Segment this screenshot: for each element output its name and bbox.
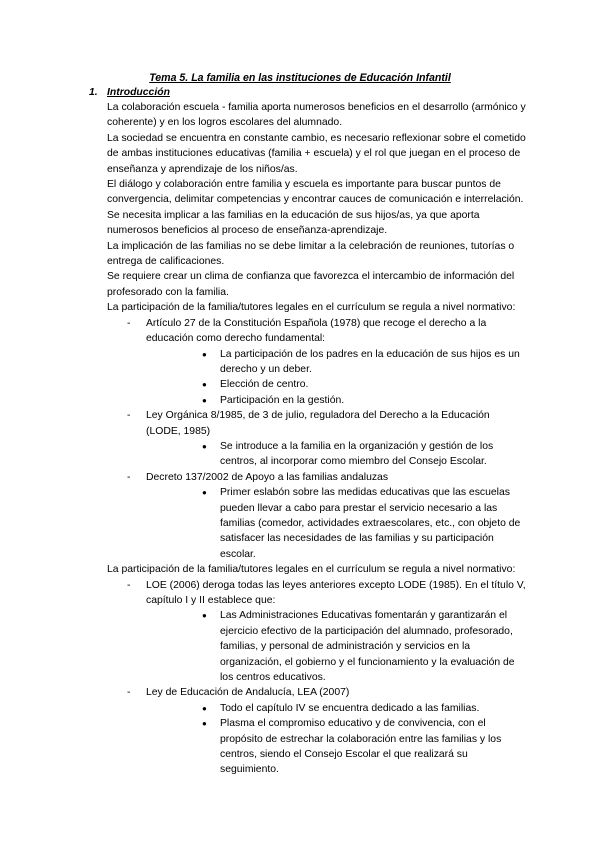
list-item-text: Decreto 137/2002 de Apoyo a las familias andaluzas: [146, 471, 389, 483]
list-item-text: LOE (2006) deroga todas las leyes anteriores excepto LODE (1985). En el título V, capítulo I y II establece que:: [146, 579, 526, 606]
section-number: 1.: [89, 87, 98, 98]
bullet-list: [146, 439, 527, 470]
dash-list: [107, 316, 527, 563]
list-item-text: Ley de Educación de Andalucía, LEA (2007): [146, 687, 350, 699]
bullet-item: ● La participación de los padres en la educación de sus hijos es un derecho y un deber.: [146, 347, 527, 378]
paragraph: La participación de la familia/tutores legales en el currículum se regula a nivel normativo:: [107, 302, 516, 314]
paragraph: El diálogo y colaboración entre familia y escuela es importante para buscar puntos de convergencia, delimitar competencias y encontrar cauces de comunicación e interrelación.: [107, 179, 524, 206]
paragraph: La participación de la familia/tutores legales en el currículum se regula a nivel normativo:: [107, 564, 516, 576]
paragraph: La implicación de las familias no se debe limitar a la celebración de reuniones, tutorías o entrega de calificaciones.: [107, 240, 515, 268]
list-item: [107, 578, 527, 686]
paragraph: Se necesita implicar a las familias en la educación de sus hijos/as, ya que aporta numerosos beneficios al proceso de enseñanza-aprendizaje.: [107, 209, 480, 237]
section-heading-text: Introducción: [107, 87, 170, 98]
list-item: [107, 316, 527, 408]
document-title: Tema 5. La familia en las instituciones de Educación Infantil: [149, 72, 451, 84]
paragraph: La sociedad se encuentra en constante cambio, es necesario reflexionar sobre el cometido de ambas instituciones educativas (familia + escuela) y el rol que juegan en el proceso de enseñanza y aprendizaje de los niños/as.: [107, 132, 526, 175]
bullet-item: ● Participación en la gestión.: [146, 393, 527, 408]
list-item: [107, 408, 527, 470]
dash-list: [107, 578, 527, 778]
bullet-list: [146, 347, 527, 409]
bullet-list: [146, 608, 527, 685]
bullet-list: [146, 701, 527, 778]
paragraph: La colaboración escuela - familia aporta numerosos beneficios en el desarrollo (armónico y coherente) y en los logros escolares del alumnado.: [107, 102, 526, 129]
bullet-item: ● Primer eslabón sobre las medidas educativas que las escuelas pueden llevar a cabo para prestar el servicio necesario a las familias (comedor, actividades extraescolares, etc., con objeto de satisfacer las necesidades de las familias y su participación escolar.: [146, 485, 527, 562]
bullet-item: ● Plasma el compromiso educativo y de convivencia, con el propósito de estrechar la colaboración entre las familias y los centros, siendo el Consejo Escolar el que realizará su seguimiento.: [146, 716, 527, 778]
list-item-text: Ley Orgánica 8/1985, de 3 de julio, reguladora del Derecho a la Educación (LODE, 1985): [146, 410, 490, 437]
bullet-item: ● Se introduce a la familia en la organización y gestión de los centros, al incorporar como miembro del Consejo Escolar.: [146, 439, 527, 470]
list-item-text: Artículo 27 de la Constitución Española (1978) que recoge el derecho a la educación como derecho fundamental:: [146, 317, 487, 345]
section-heading: [89, 86, 170, 100]
list-item: [107, 685, 527, 777]
bullet-item: ● Elección de centro.: [146, 377, 527, 392]
bullet-list: [146, 485, 527, 562]
paragraph: Se requiere crear un clima de confianza que favorezca el intercambio de información del profesorado con la familia.: [107, 271, 515, 298]
bullet-item: ● Las Administraciones Educativas fomentarán y garantizarán el ejercicio efectivo de la participación del alumnado, profesorado, familias, y personal de administración y servicios en la organización, el gobierno y el funcionamiento y la evaluación de los centros educativos.: [146, 608, 527, 685]
bullet-item: ● Todo el capítulo IV se encuentra dedicado a las familias.: [146, 701, 527, 716]
document-body: [107, 100, 527, 778]
list-item: [107, 470, 527, 562]
